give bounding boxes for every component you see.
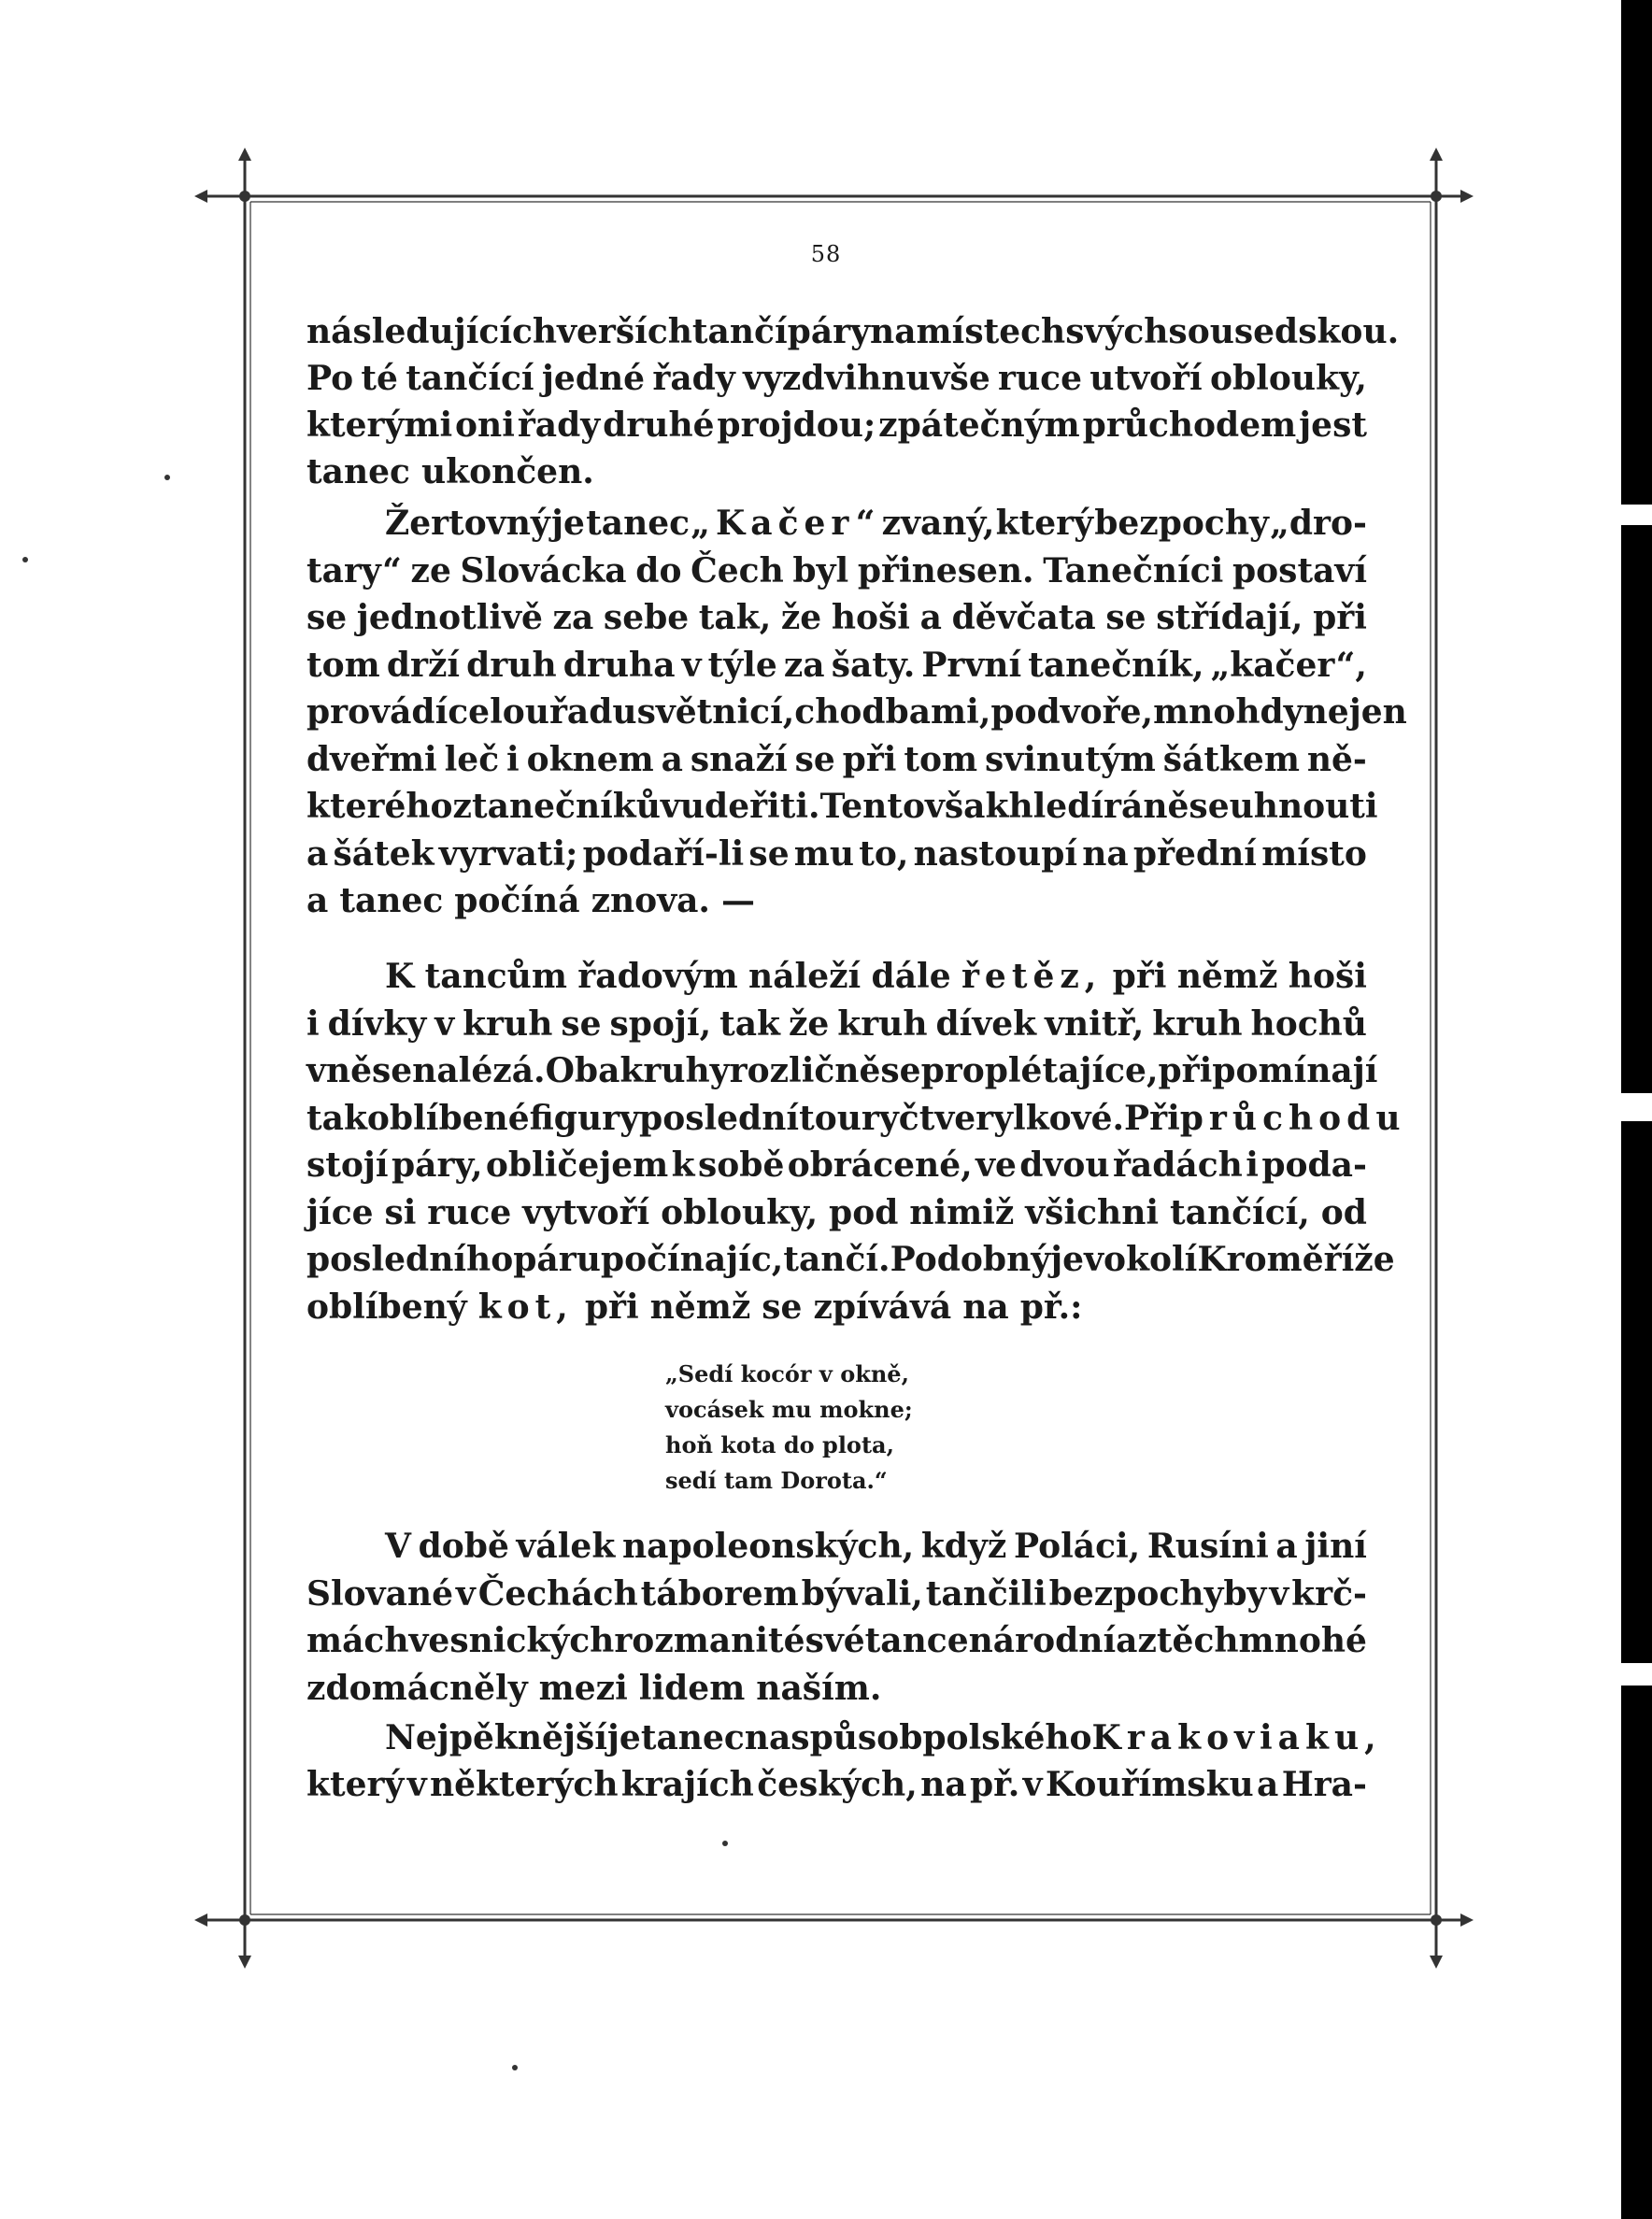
word: průchodu <box>1179 1098 1406 1138</box>
word: řadách <box>1112 1145 1243 1185</box>
text-line <box>306 1571 1367 1617</box>
word: to, <box>859 833 909 874</box>
word: svých <box>1065 312 1169 351</box>
word: „dro- <box>1270 504 1367 543</box>
word: tom <box>904 739 978 779</box>
word: rozličně <box>729 1051 881 1090</box>
word: obličejem <box>485 1145 669 1185</box>
word: Čech <box>691 550 784 590</box>
text-line <box>306 1523 1367 1570</box>
word: Slovácka <box>460 550 627 590</box>
word: lidem <box>638 1668 746 1708</box>
poem-line: „Sedí kocór v okně, <box>665 1360 909 1387</box>
word: uhnouti <box>1229 787 1378 826</box>
word: stojí <box>306 1145 389 1185</box>
word: šátek <box>333 833 434 874</box>
poem-line: vocásek mu mokne; <box>665 1396 913 1423</box>
scan-speck <box>22 557 28 562</box>
word: sebe <box>603 598 690 637</box>
word: který <box>306 1765 405 1804</box>
word: tanec <box>640 1718 745 1757</box>
word: bezpochy <box>1094 504 1269 543</box>
word: sousedskou. <box>1168 312 1400 351</box>
word: rozmanité <box>614 1621 805 1660</box>
word: Po <box>306 359 354 398</box>
word: přední <box>1132 833 1257 874</box>
word: světnicí, <box>636 692 795 732</box>
word: na <box>920 1765 967 1804</box>
word: tanec <box>306 452 410 491</box>
word: „kačer“, <box>1210 645 1367 685</box>
word: sobě <box>698 1145 785 1185</box>
word: druha <box>563 645 676 685</box>
word: vnitř, <box>1045 1003 1145 1044</box>
text-line <box>306 689 1407 735</box>
word: tančící <box>406 359 534 398</box>
word: druhé <box>603 405 715 445</box>
word: Kouřímsku <box>1045 1765 1254 1804</box>
word: střídají, <box>1156 598 1303 637</box>
text-line <box>306 953 1367 1000</box>
word: národní <box>968 1621 1117 1660</box>
word: že <box>788 1003 830 1044</box>
word: snaží <box>690 739 788 779</box>
word: řadovým <box>577 957 738 996</box>
text-line <box>306 355 1367 402</box>
scan-speck <box>164 475 170 480</box>
word: krč- <box>1291 1573 1367 1614</box>
word: hochů <box>1250 1003 1367 1044</box>
text-line <box>306 594 1367 641</box>
word: páru <box>513 1240 601 1279</box>
word: připomínají <box>1158 1051 1378 1090</box>
word: i <box>1246 1145 1259 1185</box>
word: vně <box>306 1051 372 1090</box>
word: tanečník, <box>1028 645 1204 685</box>
word: po <box>990 692 1037 732</box>
text-line <box>306 831 1367 877</box>
word: řady <box>517 405 601 445</box>
word: udeřiti. <box>679 787 820 826</box>
word: proplétajíce, <box>920 1051 1159 1090</box>
word: a <box>1257 1765 1279 1804</box>
word: z <box>1137 1621 1157 1660</box>
text-line <box>306 1714 1382 1761</box>
word: Kroměříže <box>1197 1240 1395 1279</box>
word: řady <box>652 359 735 398</box>
word: čtverylkové. <box>898 1098 1125 1138</box>
text-line <box>306 1189 1367 1236</box>
word: Nejpěknější <box>385 1718 607 1757</box>
word: poslední <box>639 1098 800 1138</box>
word: K <box>385 957 415 996</box>
text-line <box>306 642 1367 689</box>
word: počíná <box>454 881 580 920</box>
word: místo <box>1261 833 1367 874</box>
word: na <box>744 1718 791 1757</box>
word: v <box>681 645 702 685</box>
word: a <box>919 598 942 637</box>
word: — <box>720 881 755 920</box>
poem-line: sedí tam Dorota.“ <box>665 1467 888 1494</box>
word: se <box>1105 598 1146 637</box>
text-line <box>306 1284 1367 1330</box>
word: němž <box>1176 957 1278 996</box>
word: polského <box>922 1718 1092 1757</box>
word: ně- <box>1306 739 1367 779</box>
word: První <box>921 645 1022 685</box>
word: vyrvati; <box>438 833 578 874</box>
word: chodbami, <box>794 692 991 732</box>
word: Hra- <box>1281 1765 1367 1804</box>
word: počínajíc, <box>600 1240 784 1279</box>
word: kruh <box>1152 1003 1243 1044</box>
word: k <box>671 1145 695 1185</box>
word: té <box>361 359 398 398</box>
word: zpátečným <box>878 405 1080 445</box>
word: spůsob <box>790 1718 923 1757</box>
word: se <box>1189 787 1230 826</box>
word: tak <box>306 1098 367 1138</box>
word: leč <box>444 739 500 779</box>
word: děvčata <box>951 598 1096 637</box>
word: v <box>1084 1240 1104 1279</box>
word: utvoří <box>1089 359 1203 398</box>
word: v <box>434 1003 455 1044</box>
word: byl <box>792 550 849 590</box>
word: oni <box>455 405 515 445</box>
word: na <box>870 312 917 351</box>
word: v <box>406 1765 427 1804</box>
word: tančící, <box>1169 1192 1310 1232</box>
word: ráně <box>1104 787 1189 826</box>
word: verších <box>557 312 692 351</box>
word: a <box>661 739 683 779</box>
word: místech <box>916 312 1066 351</box>
word: na <box>962 1287 1009 1327</box>
word: poda- <box>1261 1145 1367 1185</box>
scan-speck <box>512 2065 518 2070</box>
word: při <box>1112 957 1167 996</box>
text-line <box>306 1047 1378 1094</box>
word: figury <box>529 1098 640 1138</box>
word: se <box>561 1003 602 1044</box>
word: Krakoviaku, <box>1091 1718 1382 1757</box>
word: který <box>995 504 1094 543</box>
word: hoši <box>831 598 910 637</box>
word: dívek <box>935 1003 1037 1044</box>
word: tancům <box>424 957 567 996</box>
word: Čechách <box>477 1573 638 1614</box>
word: dívky <box>327 1003 427 1044</box>
word: zpívává <box>813 1287 952 1327</box>
text-line <box>306 877 1367 924</box>
word: drží <box>386 645 461 685</box>
word: se <box>372 1051 413 1090</box>
word: spojí, <box>609 1003 712 1044</box>
word: druh <box>466 645 557 685</box>
word: kruhy <box>620 1051 730 1090</box>
word: napoleonských, <box>621 1527 915 1566</box>
word: šátkem <box>1162 739 1300 779</box>
word: je <box>551 504 585 543</box>
word: mnohdy <box>1153 692 1303 732</box>
word: v <box>1269 1573 1289 1614</box>
word: mu <box>793 833 855 874</box>
word: Podobný <box>890 1240 1051 1279</box>
word: tančí <box>691 312 788 351</box>
word: zdomácněly <box>306 1668 528 1708</box>
word: Poláci, <box>1013 1527 1141 1566</box>
word: ve <box>976 1145 1017 1185</box>
word: mezi <box>538 1668 628 1708</box>
word: ze <box>410 550 451 590</box>
word: do <box>635 550 682 590</box>
text-line <box>306 1236 1395 1283</box>
word: všichni <box>1025 1192 1160 1232</box>
word: vesnických <box>408 1621 615 1660</box>
word: a <box>1275 1527 1298 1566</box>
word: i <box>506 739 520 779</box>
word: oblíbené <box>366 1098 530 1138</box>
text-line <box>306 1001 1367 1047</box>
word: dvoře, <box>1036 692 1154 732</box>
word: tanečníkův <box>472 787 680 826</box>
word: bývali, <box>801 1573 923 1614</box>
word: bezpochyby <box>1048 1573 1267 1614</box>
word: mnohé <box>1238 1621 1367 1660</box>
word: dveřmi <box>306 739 437 779</box>
word: tance <box>864 1621 969 1660</box>
word: posledního <box>306 1240 514 1279</box>
word: toury <box>799 1098 899 1138</box>
word: kterými <box>306 405 453 445</box>
word: náleží <box>748 957 862 996</box>
word: vytvoří <box>522 1192 650 1232</box>
text-line <box>306 1665 1367 1712</box>
word: podaří-li <box>582 833 745 874</box>
word: naším. <box>756 1668 882 1708</box>
word: znova. <box>591 881 710 920</box>
word: na <box>1082 833 1129 874</box>
word: nejen <box>1303 692 1407 732</box>
text-line <box>306 1761 1367 1808</box>
word: př. <box>969 1765 1020 1804</box>
poem-quote <box>665 1357 913 1499</box>
word: oblouky, <box>661 1192 819 1232</box>
word: nastoupí <box>913 833 1078 874</box>
word: válek <box>516 1527 616 1566</box>
text-line <box>306 548 1367 594</box>
word: nalézá. <box>412 1051 546 1090</box>
word: Tento <box>819 787 925 826</box>
word: tom <box>306 645 380 685</box>
word: a <box>1116 1621 1138 1660</box>
word: tanec <box>586 504 691 543</box>
word: Při <box>1124 1098 1180 1138</box>
text-line <box>306 500 1367 547</box>
word: oblíbený <box>306 1287 467 1327</box>
word: př.: <box>1019 1287 1083 1327</box>
word: oknem <box>526 739 654 779</box>
text-line <box>306 448 1367 495</box>
word: týle <box>707 645 777 685</box>
word: při <box>584 1287 639 1327</box>
word: tančí. <box>783 1240 890 1279</box>
word: některých <box>429 1765 619 1804</box>
word: průchodem <box>1082 405 1297 445</box>
word: řadu <box>548 692 637 732</box>
word: páry, <box>392 1145 483 1185</box>
word: V <box>385 1527 411 1566</box>
text-line <box>306 402 1367 448</box>
word: za <box>552 598 594 637</box>
word: „Kačer“ <box>691 504 881 543</box>
word: zvaný, <box>881 504 995 543</box>
text-line <box>306 736 1367 783</box>
word: že <box>780 598 822 637</box>
word: páry <box>787 312 871 351</box>
word: a <box>306 881 329 920</box>
word: kterého <box>306 787 453 826</box>
text-line <box>306 1142 1367 1188</box>
scan-speck <box>722 1841 728 1846</box>
word: postaví <box>1232 550 1367 590</box>
word: Tanečníci <box>1043 550 1224 590</box>
word: při <box>1313 598 1367 637</box>
word: za <box>783 645 825 685</box>
text-line <box>306 1617 1367 1664</box>
word: se <box>306 598 348 637</box>
text-line <box>306 1095 1406 1142</box>
word: celou <box>448 692 549 732</box>
word: od <box>1320 1192 1367 1232</box>
word: dále <box>871 957 951 996</box>
word: se <box>748 833 790 874</box>
word: hoši <box>1288 957 1367 996</box>
word: ruce <box>427 1192 512 1232</box>
word: si <box>384 1192 417 1232</box>
word: českých, <box>757 1765 918 1804</box>
word: tary“ <box>306 550 402 590</box>
word: Oba <box>545 1051 620 1090</box>
word: těch <box>1156 1621 1239 1660</box>
word: ruce <box>998 359 1082 398</box>
word: jest <box>1299 405 1367 445</box>
word: a <box>306 833 329 874</box>
word: však <box>924 787 1009 826</box>
text-line <box>306 783 1378 830</box>
word: obrácené, <box>787 1145 973 1185</box>
word: táborem <box>640 1573 799 1614</box>
word: krajích <box>620 1765 754 1804</box>
word: přinesen. <box>857 550 1034 590</box>
word: i <box>306 1003 320 1044</box>
word: tanec <box>339 881 444 920</box>
word: němž <box>649 1287 751 1327</box>
word: kot, <box>477 1287 574 1327</box>
word: kruh <box>463 1003 553 1044</box>
word: tak <box>719 1003 780 1044</box>
word: mách <box>306 1621 409 1660</box>
word: když <box>920 1527 1007 1566</box>
word: Rusíni <box>1146 1527 1269 1566</box>
word: jedné <box>541 359 646 398</box>
word: Žertovný <box>385 504 550 543</box>
page-number: 58 <box>810 241 842 267</box>
word: hledí <box>1008 787 1104 826</box>
word: provádí <box>306 692 449 732</box>
word: tak, <box>698 598 772 637</box>
word: kruh <box>837 1003 928 1044</box>
word: následujících <box>306 312 558 351</box>
word: dvou <box>1019 1145 1110 1185</box>
word: v <box>1022 1765 1043 1804</box>
word: při <box>842 739 897 779</box>
word: nimiž <box>909 1192 1015 1232</box>
word: se <box>794 739 835 779</box>
word: se <box>880 1051 921 1090</box>
word: oblouky, <box>1209 359 1367 398</box>
word: vyzdvihnuvše <box>743 359 990 398</box>
word: Slované <box>306 1573 454 1614</box>
word: jíce <box>306 1192 374 1232</box>
word: jiní <box>1304 1527 1367 1566</box>
word: je <box>1050 1240 1085 1279</box>
word: se <box>762 1287 803 1327</box>
word: pod <box>829 1192 899 1232</box>
word: šaty. <box>831 645 916 685</box>
text-line <box>306 308 1400 355</box>
word: jednotlivě <box>356 598 543 637</box>
word: řetěz, <box>961 957 1103 996</box>
poem-line: hoň kota do plota, <box>665 1431 894 1458</box>
word: tančili <box>925 1573 1047 1614</box>
word: je <box>606 1718 641 1757</box>
word: ukončen. <box>420 452 594 491</box>
word: v <box>455 1573 476 1614</box>
word: své <box>805 1621 865 1660</box>
word: okolí <box>1104 1240 1198 1279</box>
word: svinutým <box>985 739 1156 779</box>
word: projdou; <box>717 405 876 445</box>
word: době <box>418 1527 509 1566</box>
word: z <box>452 787 472 826</box>
